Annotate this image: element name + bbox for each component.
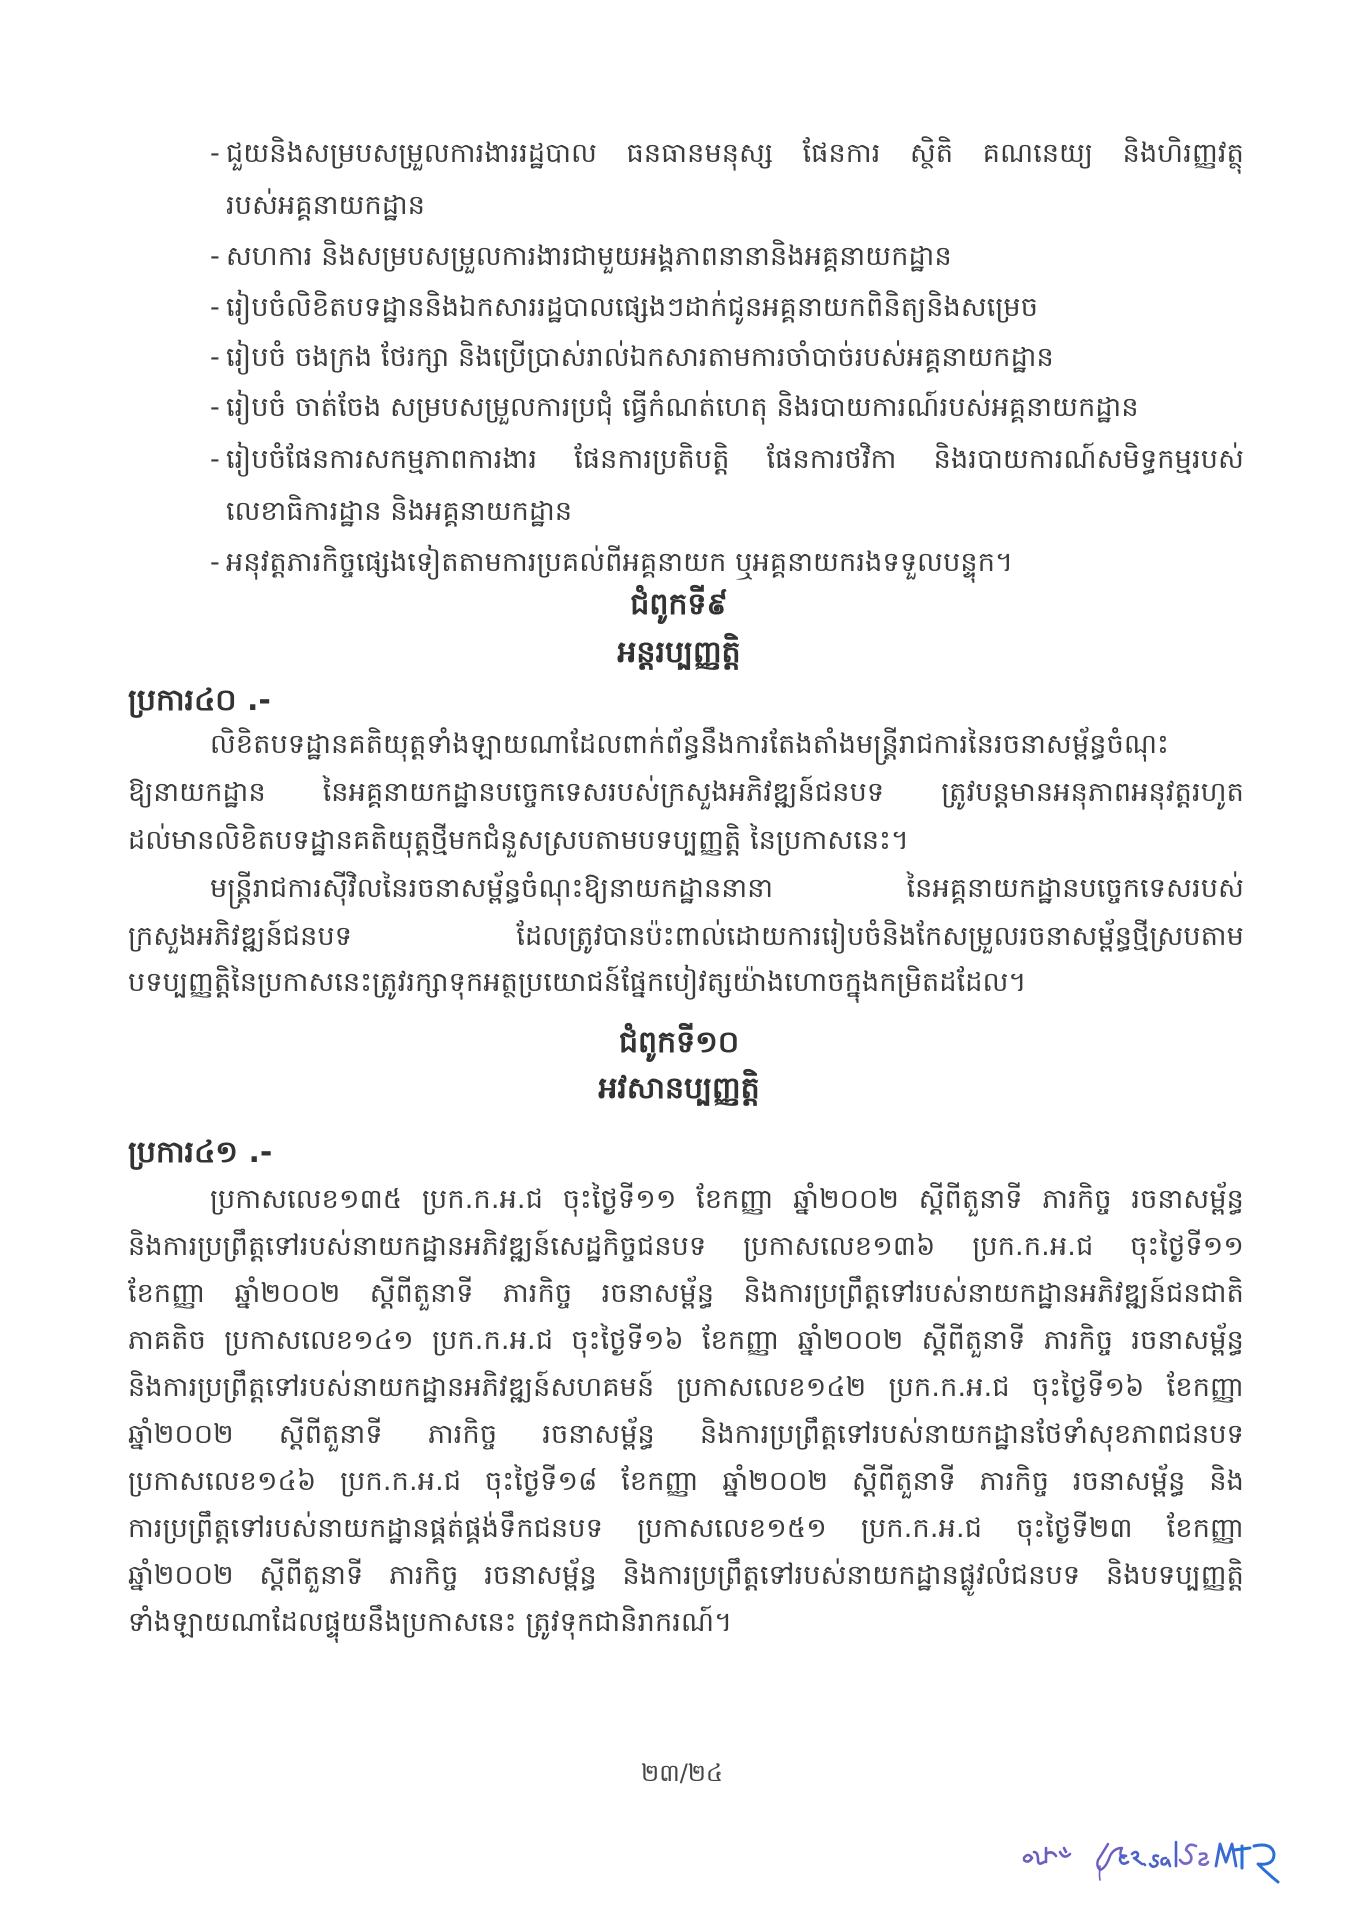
bullet-marker: - — [210, 292, 220, 323]
bullet-item-line: រៀបចំផែនការសកម្មភាពការងារ ផែនការប្រតិបត្តិ ផែនការថវិកា និងរបាយការណ៍សមិទ្ធកម្មរបស់ — [226, 444, 1244, 475]
paragraph-line: ការប្រព្រឹត្តទៅរបស់នាយកដ្ឋានផ្គត់ផ្គង់ទឹកជនបទ ប្រកាសលេខ១៥១ ប្រក.ក.អ.ជ ចុះថ្ងៃទី២៣ ខែកញ្ញា — [128, 1513, 1244, 1544]
bullet-marker: - — [210, 444, 220, 475]
bullet-item-line: លេខាធិការដ្ឋាន និងអគ្គនាយកដ្ឋាន — [226, 496, 573, 527]
chapter-10-number: ជំពូកទី១០ — [618, 1025, 740, 1060]
paragraph-line: ប្រកាសលេខ១៤៦ ប្រក.ក.អ.ជ ចុះថ្ងៃទី១៨ ខែកញ្ញា ឆ្នាំ២០០២ ស្តីពីតួនាទី ភារកិច្ច រចនាសម្ព័ន្ធ និង — [128, 1466, 1244, 1497]
paragraph-line: ដល់មានលិខិតបទដ្ឋានគតិយុត្តថ្មីមកជំនួសស្របតាមបទប្បញ្ញត្តិ នៃប្រកាសនេះ។ — [128, 825, 910, 856]
paragraph-line: ទាំងឡាយណាដែលផ្ទុយនឹងប្រកាសនេះ ត្រូវទុកជានិរាករណ៍។ — [128, 1607, 733, 1638]
bullet-marker: - — [210, 392, 220, 423]
bullet-item-line: រៀបចំ ចាត់ចែង សម្របសម្រួលការប្រជុំ ធ្វើកំណត់ហេតុ និងរបាយការណ៍របស់អគ្គនាយកដ្ឋាន — [226, 392, 1139, 423]
page-number: ២៣/២៤ — [641, 1759, 723, 1787]
paragraph-line: ភាគតិច ប្រកាសលេខ១៤១ ប្រក.ក.អ.ជ ចុះថ្ងៃទី១៦ ខែកញ្ញា ឆ្នាំ២០០២ ស្តីពីតួនាទី ភារកិច្ច រចនាសម្ព័ន្ធ — [128, 1325, 1244, 1356]
paragraph-line: ខែកញ្ញា ឆ្នាំ២០០២ ស្តីពីតួនាទី ភារកិច្ច រចនាសម្ព័ន្ធ និងការប្រព្រឹត្តទៅរបស់នាយកដ្ឋានអភិវឌ្ឍន៍ជនជាតិ — [128, 1278, 1244, 1309]
paragraph-line: និងការប្រព្រឹត្តទៅរបស់នាយកដ្ឋានអភិវឌ្ឍន៍សេដ្ឋកិច្ចជនបទ ប្រកាសលេខ១៣៦ ប្រក.ក.អ.ជ ចុះថ្ងៃទី១១ — [128, 1231, 1244, 1262]
bullet-marker: - — [210, 547, 220, 578]
chapter-10-title: អវសានប្បញ្ញត្តិ — [598, 1071, 760, 1106]
bullet-item-line: សហការ និងសម្របសម្រួលការងារជាមួយអង្គភាពនានានិងអគ្គនាយកដ្ឋាន — [226, 241, 952, 272]
bullet-item-line: របស់អគ្គនាយកដ្ឋាន — [226, 190, 426, 221]
paragraph-line: លិខិតបទដ្ឋានគតិយុត្តទាំងឡាយណាដែលពាក់ព័ន្ធនឹងការតែងតាំងមន្ត្រីរាជការនៃរចនាសម្ព័ន្ធចំណុះ — [210, 729, 1170, 760]
paragraph-line: ឆ្នាំ២០០២ ស្តីពីតួនាទី ភារកិច្ច រចនាសម្ព័ន្ធ និងការប្រព្រឹត្តទៅរបស់នាយកដ្ឋានផ្លូវលំជនបទ និងបទប្បញ្ញត្តិ — [128, 1560, 1244, 1591]
bullet-marker: - — [210, 342, 220, 373]
paragraph-line: បទប្បញ្ញត្តិនៃប្រកាសនេះត្រូវរក្សាទុកអត្ថប្រយោជន៍ផ្នែកបៀវត្សយ៉ាងហោចក្នុងកម្រិតដដែល។ — [128, 967, 1027, 998]
article-41-heading: ប្រការ៤១ .- — [128, 1135, 273, 1170]
chapter-9-title: អន្តរប្បញ្ញត្តិ — [617, 635, 741, 670]
bullet-marker: - — [210, 138, 220, 169]
bullet-marker: - — [210, 241, 220, 272]
bullet-item-line: អនុវត្តភារកិច្ចផ្សេងទៀតតាមការប្រគល់ពីអគ្គនាយក ឬអគ្គនាយករងទទួលបន្ទុក។ — [226, 547, 1014, 578]
paragraph-line: ឱ្យនាយកដ្ឋាន នៃអគ្គនាយកដ្ឋានបច្ចេកទេសរបស់ក្រសួងអភិវឌ្ឍន៍ជនបទ ត្រូវបន្តមានអនុភាពអនុវត្តរហូត — [128, 777, 1244, 808]
paragraph-line: និងការប្រព្រឹត្តទៅរបស់នាយកដ្ឋានអភិវឌ្ឍន៍សហគមន៍ ប្រកាសលេខ១៤២ ប្រក.ក.អ.ជ ចុះថ្ងៃទី១៦ ខែកញ្ញា — [128, 1372, 1244, 1403]
paragraph-line: ក្រសួងអភិវឌ្ឍន៍ជនបទ ដែលត្រូវបានប៉ះពាល់ដោយការរៀបចំនិងកែសម្រួលរចនាសម្ព័ន្ធថ្មីស្របតាម — [128, 921, 1244, 952]
bullet-item-line: រៀបចំ ចងក្រង ថែរក្សា និងប្រើប្រាស់រាល់ឯកសារតាមការចាំបាច់របស់អគ្គនាយកដ្ឋាន — [226, 342, 1054, 373]
bullet-item-line: ជួយនិងសម្របសម្រួលការងាររដ្ឋបាល ធនធានមនុស្ស ផែនការ ស្ថិតិ គណនេយ្យ និងហិរញ្ញវត្ថុ — [226, 138, 1244, 169]
paragraph-line: មន្ត្រីរាជការស៊ីវិលនៃរចនាសម្ព័ន្ធចំណុះឱ្យនាយកដ្ឋាននានា នៃអគ្គនាយកដ្ឋានបច្ចេកទេសរបស់ — [210, 873, 1244, 904]
bullet-item-line: រៀបចំលិខិតបទដ្ឋាននិងឯកសាររដ្ឋបាលផ្សេងៗដាក់ជូនអគ្គនាយកពិនិត្យនិងសម្រេច — [226, 292, 1039, 323]
paragraph-line: ប្រកាសលេខ១៣៥ ប្រក.ក.អ.ជ ចុះថ្ងៃទី១១ ខែកញ្ញា ឆ្នាំ២០០២ ស្តីពីតួនាទី ភារកិច្ច រចនាសម្ព័ន្ធ — [210, 1184, 1244, 1215]
chapter-9-number: ជំពូកទី៩ — [630, 587, 728, 622]
article-40-heading: ប្រការ៤០ .- — [128, 683, 271, 718]
signature-initials — [1020, 1836, 1320, 1888]
paragraph-line: ឆ្នាំ២០០២ ស្តីពីតួនាទី ភារកិច្ច រចនាសម្ព័ន្ធ និងការប្រព្រឹត្តទៅរបស់នាយកដ្ឋានថែទាំសុខភាពជនបទ — [128, 1419, 1244, 1450]
